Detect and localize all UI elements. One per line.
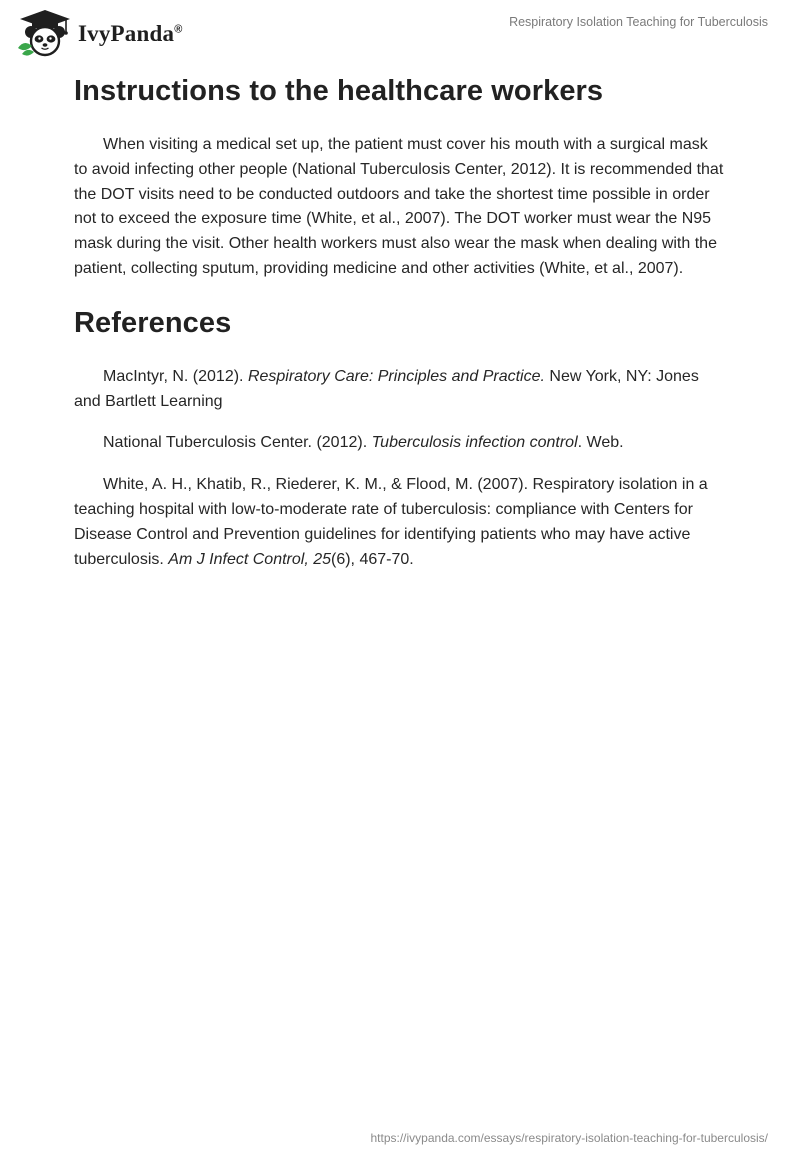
- reference-item: [74, 473, 724, 572]
- logo-wordmark: IvyPanda®: [78, 21, 183, 46]
- reference-title: Am J Infect Control, 25: [168, 550, 331, 568]
- heading-references: References: [74, 306, 232, 339]
- reference-title: Respiratory Care: Principles and Practice.: [247, 367, 545, 385]
- reference-text: (6), 467-70.: [331, 550, 414, 568]
- instructions-paragraph: When visiting a medical set up, the patient must cover his mouth with a surgical mask to avoid infecting other people (National Tuberculosis Center, 2012). It is recommended that the DOT visits need to be conducted outdoors and take the shortest time possible in order not to exceed the exposure time (White, et al., 2007). The DOT worker must wear the N95 mask during the visit. Other health workers must also wear the mask when dealing with the patient, collecting sputum, providing medicine and other activities (White, et al., 2007).: [74, 136, 724, 277]
- page-header: [0, 0, 800, 60]
- reference-item: [74, 431, 724, 456]
- reference-text: National Tuberculosis Center. (2012).: [103, 434, 372, 452]
- footer-source-link[interactable]: https://ivypanda.com/essays/respiratory-isolation-teaching-for-tuberculosis/: [370, 1131, 768, 1145]
- document-body: [74, 72, 724, 572]
- reference-text: New York, NY: Jones and Bartlett Learning: [74, 367, 699, 410]
- running-title: Respiratory Isolation Teaching for Tuberculosis: [509, 15, 768, 29]
- panda-graduate-icon: [14, 8, 76, 58]
- reference-title: Tuberculosis infection control: [371, 434, 578, 452]
- heading-instructions: Instructions to the healthcare workers: [74, 75, 604, 107]
- ivypanda-logo[interactable]: [14, 8, 183, 58]
- reference-item: [74, 365, 724, 415]
- reference-text: . Web.: [577, 434, 624, 452]
- reference-text: MacIntyr, N. (2012).: [103, 367, 248, 385]
- registered-mark: ®: [174, 23, 183, 36]
- reference-text: White, A. H., Khatib, R., Riederer, K. M., & Flood, M. (2007). Respiratory isolation in a teaching hospital with low-to-moderate rate of tuberculosis: compliance with Centers for Disease Control and Prevention guidelines for identifying patients who may have active tuberculosis.: [74, 476, 708, 568]
